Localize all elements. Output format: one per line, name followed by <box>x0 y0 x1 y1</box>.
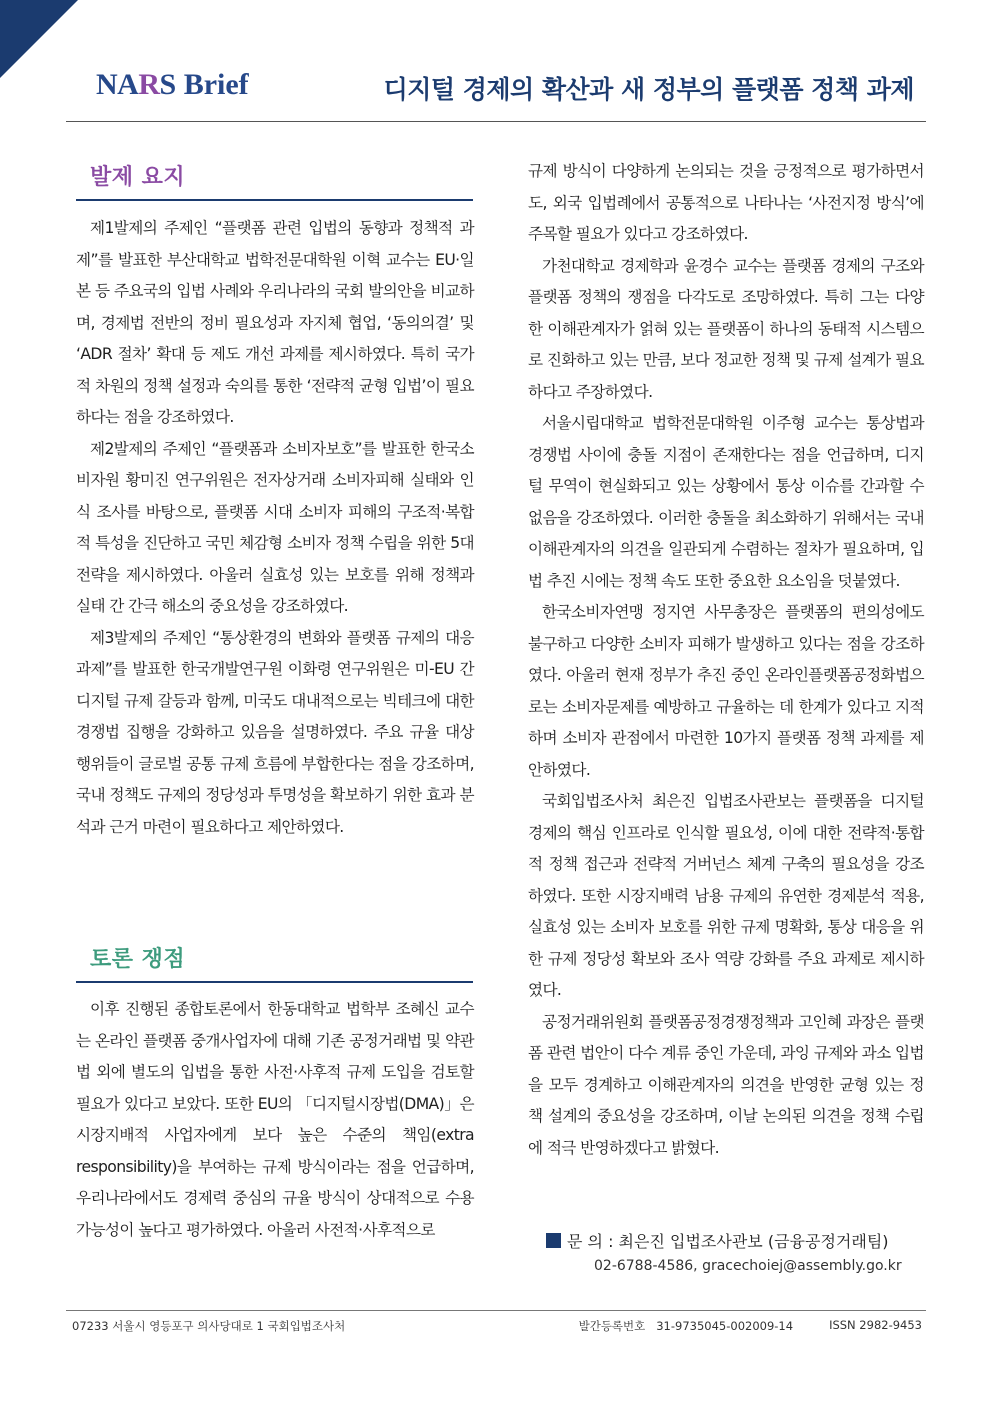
debate-paragraph-6: 공정거래위원회 플랫폼공정경쟁정책과 고인혜 과장은 플랫폼 관련 법안이 다수 계류 중인 가운데, 과잉 규제와 과소 입법을 모두 경계하고 이해관계자의 의견을 반영한 균형 있는 정책 설계의 중요성을 강조하며, 이날 논의된 의견을 정책 수립에 적극 반영하겠다고 밝혔다. <box>528 1012 924 1157</box>
debate-paragraph-continued: 규제 방식이 다양하게 논의되는 것을 긍정적으로 평가하면서도, 외국 입법례에서 공통적으로 나타나는 ‘사전지정 방식’에 주목할 필요가 있다고 강조하였다. <box>528 162 924 243</box>
footer-registration-number: 발간등록번호 31-9735045-002009-14 <box>578 1319 794 1333</box>
footer-publication-info <box>579 1318 922 1334</box>
summary-body <box>76 213 474 843</box>
contact-info <box>546 1229 926 1274</box>
debate-section-heading <box>76 942 473 983</box>
summary-underline <box>76 199 473 201</box>
summary-paragraph-3: 제3발제의 주제인 “통상환경의 변화와 플랫폼 규제의 대응과제”를 발표한 한국개발연구원 이화령 연구위원은 미-EU 간 디지털 규제 갈등과 함께, 미국도 대내적으로는 빅테크에 대한 경쟁법 집행을 강화하고 있음을 설명하였다. 주요 규율 대상 행위들이 글로벌 공통 규제 흐름에 부합한다는 점을 강조하며, 국내 정책도 규제의 정당성과 투명성을 확보하기 위한 효과 분석과 근거 마련이 필요하다고 제안하였다. <box>76 628 474 836</box>
footer-divider <box>66 1310 926 1311</box>
debate-paragraph-2: 가천대학교 경제학과 윤경수 교수는 플랫폼 경제의 구조와 플랫폼 정책의 쟁점을 다각도로 조망하였다. 특히 그는 다양한 이해관계자가 얽혀 있는 플랫폼이 하나의 동태적 시스템으로 진화하고 있는 만큼, 보다 정교한 정책 및 규제 설계가 필요하다고 주장하였다. <box>528 256 924 401</box>
nars-brief-logo <box>96 68 249 108</box>
summary-paragraph-1: 제1발제의 주제인 “플랫폼 관련 입법의 동향과 정책적 과제”를 발표한 부산대학교 법학전문대학원 이혁 교수는 EU·일본 등 주요국의 입법 사례와 우리나라의 국회 발의안을 비교하며, 경제법 전반의 정비 필요성과 자지체 협업, ‘동의의결’ 및 ‘ADR 절차’ 확대 등 제도 개선 과제를 제시하였다. 특히 국가적 차원의 정책 설정과 숙의를 통한 ‘전략적 균형 입법’이 필요하다는 점을 강조하였다. <box>76 219 474 426</box>
debate-body-right <box>528 156 924 1164</box>
footer-issn: ISSN 2982-9453 <box>829 1318 922 1332</box>
debate-paragraph-1: 이후 진행된 종합토론에서 한동대학교 법학부 조혜신 교수는 온라인 플랫폼 중개사업자에 대해 기존 공정거래법 및 약관법 외에 별도의 입법을 통한 사전·사후적 규제 도입을 검토할 필요가 있다고 보았다. 또한 EU의 「디지털시장법(DMA)」은 시장지배적 사업자에게 보다 높은 수준의 책임(extra responsibility)을 부여하는 규제 방식이라는 점을 언급하며, 우리나라에서도 경제력 중심의 규율 방식이 상대적으로 수용 가능성이 높다고 평가하였다. 아울러 사전적·사후적으로 <box>76 1000 474 1239</box>
debate-body-left <box>76 994 474 1246</box>
debate-paragraph-4: 한국소비자연맹 정지연 사무총장은 플랫폼의 편의성에도 불구하고 다양한 소비자 피해가 발생하고 있다는 점을 강조하였다. 아울러 현재 정부가 추진 중인 온라인플랫폼공정화법으로는 소비자문제를 예방하고 규율하는 데 한계가 있다고 지적하며 소비자 관점에서 마련한 10가지 플랫폼 정책 과제를 제안하였다. <box>528 603 924 779</box>
debate-paragraph-3: 서울시립대학교 법학전문대학원 이주형 교수는 통상법과 경쟁법 사이에 충돌 지점이 존재한다는 점을 언급하며, 디지털 무역이 현실화되고 있는 상황에서 통상 이슈를 간과할 수 없음을 강조하였다. 이러한 충돌을 최소화하기 위해서는 국내 이해관계자의 의견을 일관되게 수렴하는 절차가 필요하며, 입법 추진 시에는 정책 속도 또한 중요한 요소임을 덧붙였다. <box>528 414 924 590</box>
logo-brief: Brief <box>183 68 249 101</box>
corner-decoration <box>0 0 78 78</box>
contact-square-icon <box>546 1233 561 1248</box>
contact-label: 문 의 : 최은진 입법조사관보 (금융공정거래팀) <box>567 1232 889 1251</box>
summary-section-heading <box>76 160 473 201</box>
header-divider <box>66 121 926 122</box>
footer-address: 07233 서울시 영등포구 의사당대로 1 국회입법조사처 <box>72 1319 346 1333</box>
summary-paragraph-2: 제2발제의 주제인 “플랫폼과 소비자보호”를 발표한 한국소비자원 황미진 연구위원은 전자상거래 소비자피해 실태와 인식 조사를 바탕으로, 플랫폼 시대 소비자 피해의 구조적·복합적 특성을 진단하고 국민 체감형 소비자 정책 수립을 위한 5대 전략을 제시하였다. 아울러 실효성 있는 보호를 위해 정책과 실태 간 간극 해소의 중요성을 강조하였다. <box>76 439 474 615</box>
debate-title: 토론 쟁점 <box>90 947 186 972</box>
logo-nars: NARS <box>96 68 176 101</box>
summary-title: 발제 요지 <box>90 165 186 190</box>
debate-paragraph-5: 국회입법조사처 최은진 입법조사관보는 플랫폼을 디지털 경제의 핵심 인프라로 인식할 필요성, 이에 대한 전략적·통합적 정책 접근과 전략적 거버넌스 체계 구축의 필요성을 강조하였다. 또한 시장지배력 남용 규제의 유연한 경제분석 적용, 실효성 있는 소비자 보호를 위한 규제 명확화, 통상 대응을 위한 규제 정당성 확보와 조사 역량 강화를 주요 과제로 제시하였다. <box>528 792 924 999</box>
debate-underline <box>76 981 473 983</box>
contact-phone-email: 02-6788-4586, gracechoiej@assembly.go.kr <box>594 1258 902 1274</box>
document-title: 디지털 경제의 확산과 새 정부의 플랫폼 정책 과제 <box>383 75 914 104</box>
